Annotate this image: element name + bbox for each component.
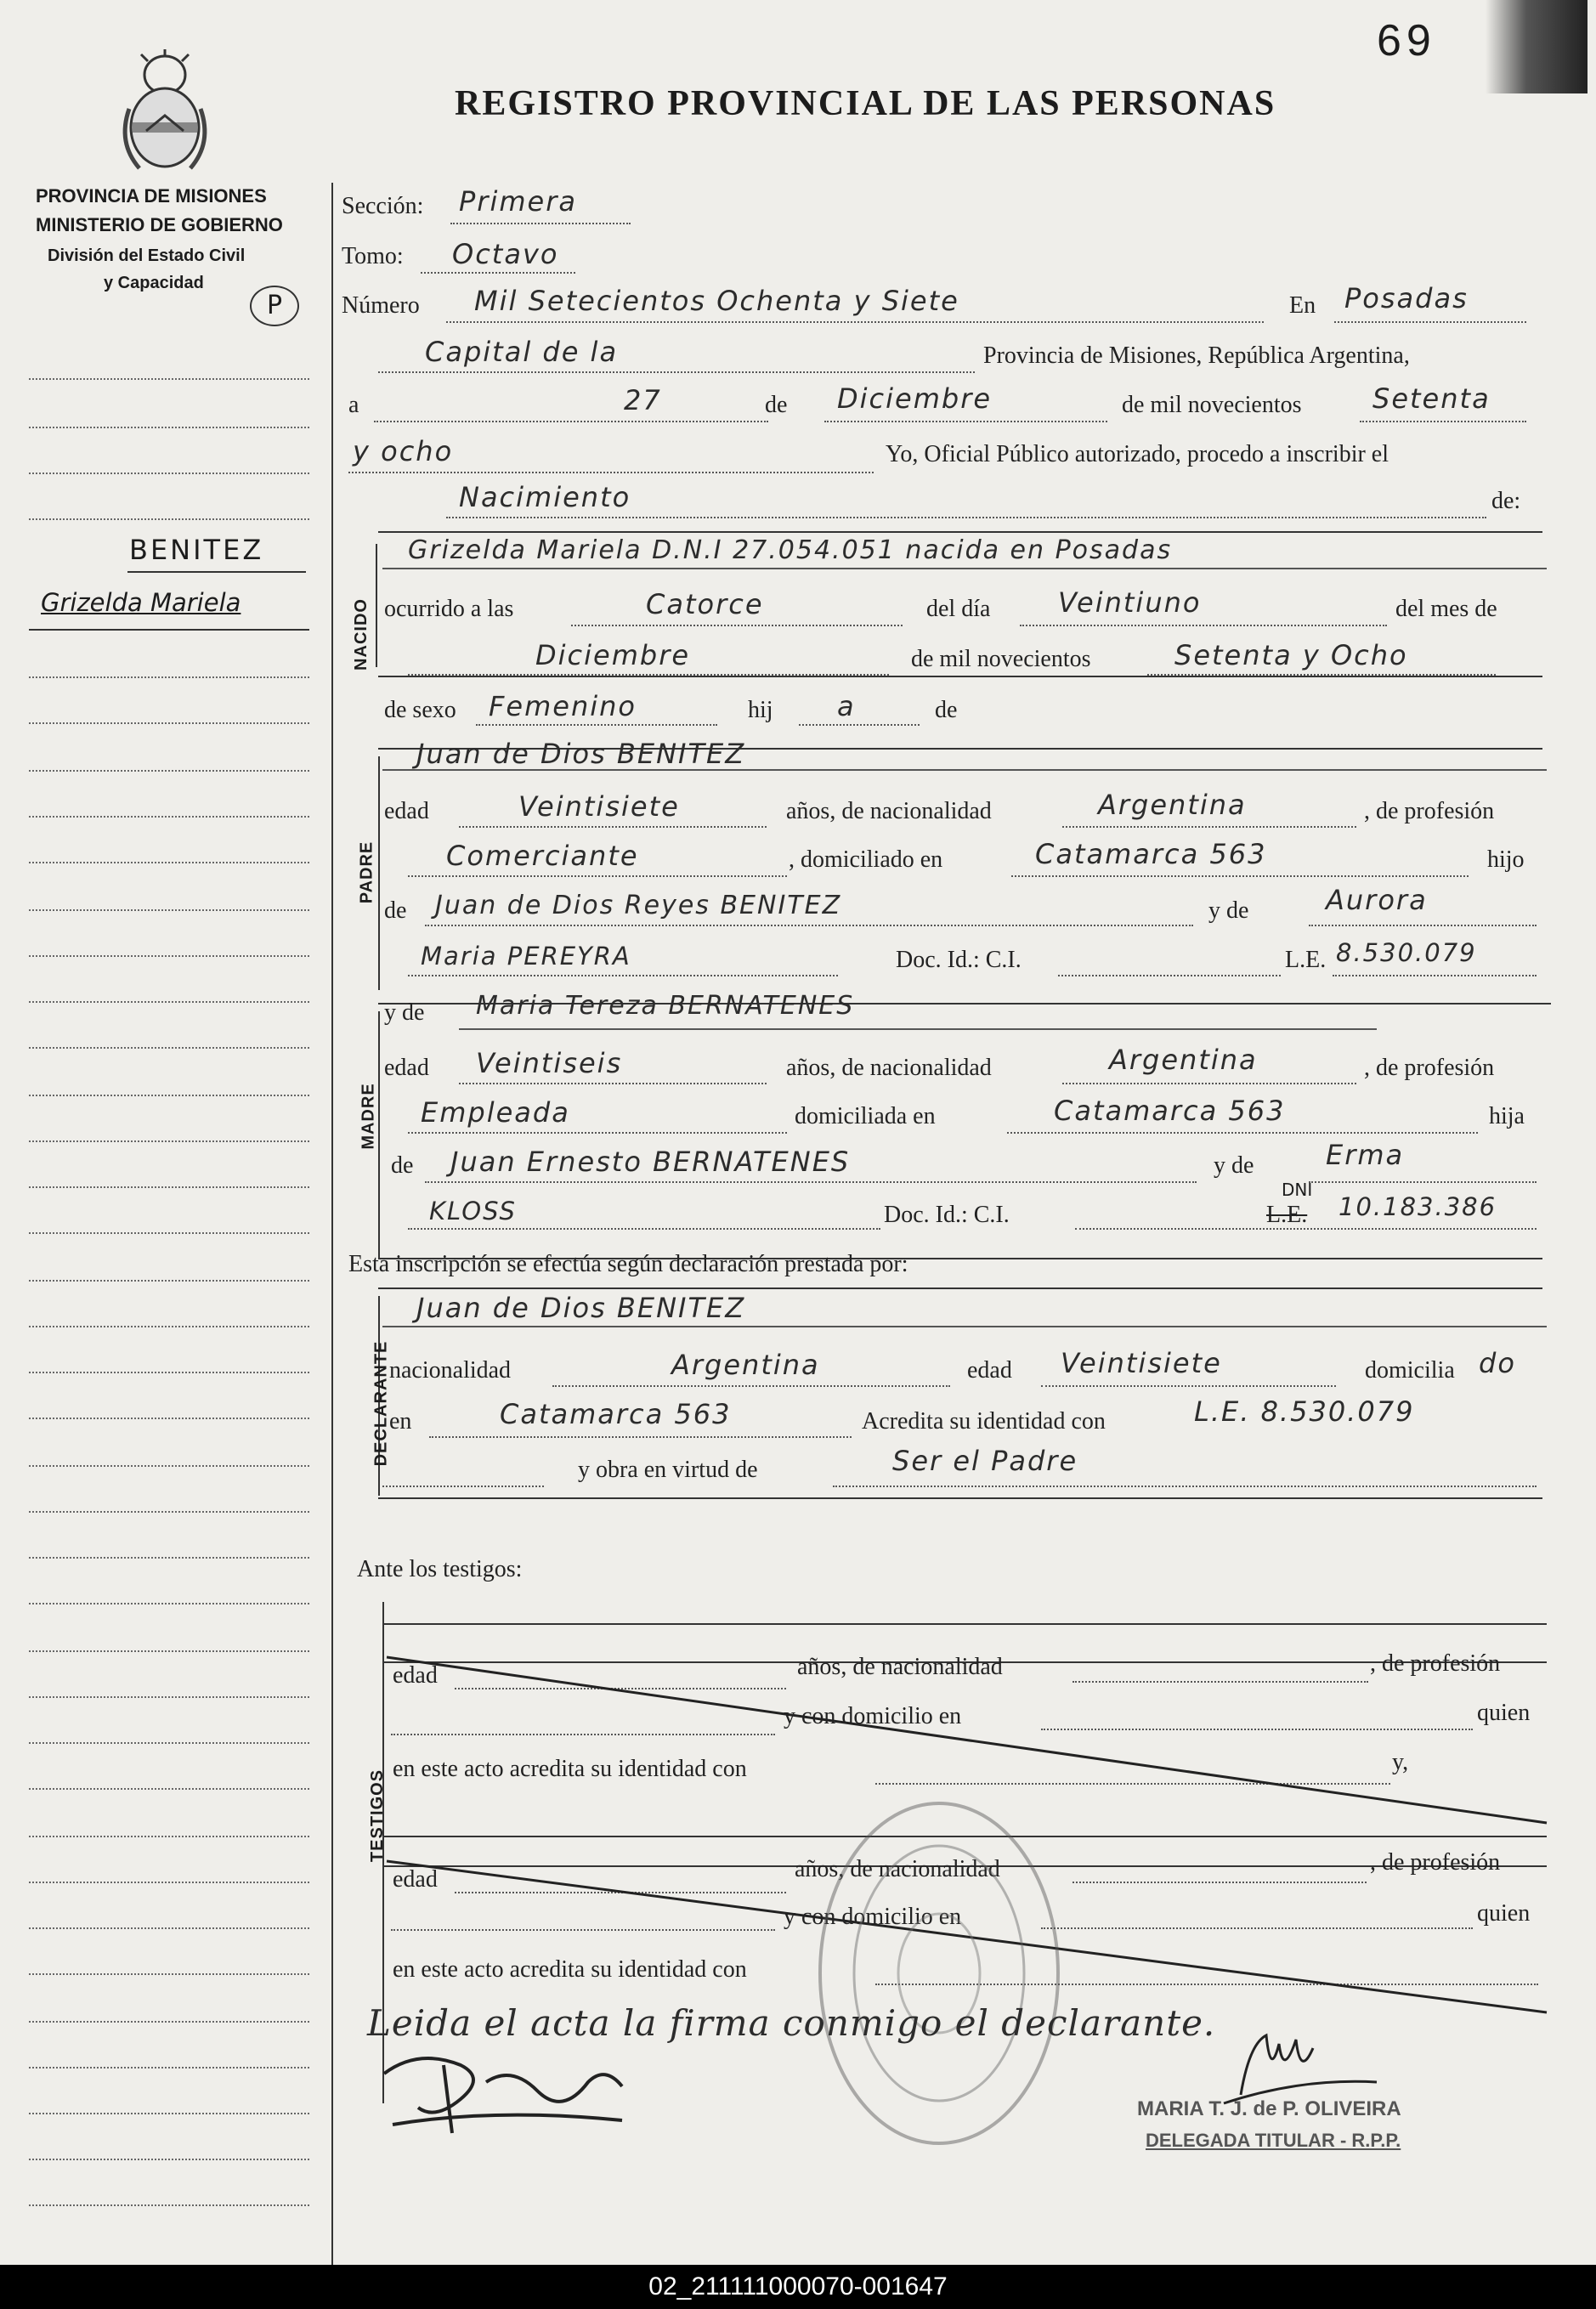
provincia-text: Provincia de Misiones, República Argentina, (983, 342, 1410, 369)
fecha-a-label: a (348, 392, 359, 418)
testigo2-nac-label: años, de nacionalidad (795, 1856, 1000, 1882)
del-dia-label: del día (926, 596, 991, 622)
padre-name-value: Juan de Dios BENITEZ (416, 738, 746, 770)
sexo-value: Femenino (489, 690, 637, 722)
madre-prof-label: , de profesión (1364, 1055, 1495, 1081)
madre-madre-value: Erma (1326, 1139, 1405, 1171)
official-name: MARIA T. J. de P. OLIVEIRA (1137, 2097, 1401, 2120)
tomo-value: Octavo (452, 238, 559, 270)
authority-line2: MINISTERIO DE GOBIERNO (36, 214, 283, 235)
acto-value: Nacimiento (459, 481, 631, 513)
madre-name-value: Maria Tereza BERNATENES (476, 991, 855, 1021)
padre-de-label: de (384, 897, 407, 924)
padre-le-value: 8.530.079 (1336, 938, 1477, 967)
padre-prof-value: Comerciante (446, 840, 639, 872)
authority-line4: y Capacidad (104, 274, 204, 292)
declarante-en-value: Catamarca 563 (500, 1398, 732, 1430)
madre-madre-value-2: KLOSS (429, 1197, 517, 1225)
padre-dom-value: Catamarca 563 (1035, 838, 1267, 870)
madre-dni-note: DNI (1282, 1180, 1313, 1200)
testigo2-acredita-label: en este acto acredita su identidad con (393, 1956, 747, 1983)
image-id-footer: 02_211111000070-001647 (0, 2265, 1596, 2309)
official-title: DELEGADA TITULAR - R.P.P. (1146, 2130, 1401, 2151)
madre-edad-label: edad (384, 1055, 429, 1081)
padre-nac-label: años, de nacionalidad (786, 798, 992, 824)
testigo1-prof-label: , de profesión (1370, 1650, 1501, 1677)
padre-y-de-label: y de (1208, 897, 1249, 924)
declarante-intro: Esta inscripción se efectúa según declaración prestada por: (348, 1251, 908, 1277)
tomo-label: Tomo: (342, 243, 404, 269)
official-seal-stamp (812, 1795, 1067, 2152)
oficial-text: Yo, Oficial Público autorizado, procedo a inscribir el (886, 441, 1389, 467)
madre-padre-value: Juan Ernesto BERNATENES (450, 1146, 851, 1178)
madre-dni-value: 10.183.386 (1338, 1192, 1497, 1221)
ocurrido-label: ocurrido a las (384, 596, 514, 622)
del-mes-label: del mes de (1395, 596, 1497, 622)
hijo-de-label: de (935, 697, 958, 723)
sexo-label: de sexo (384, 697, 456, 723)
testigo1-dom-label: y con domicilio en (784, 1703, 962, 1729)
madre-dom-label: domiciliada en (795, 1103, 936, 1129)
declarante-nac-value: Argentina (671, 1349, 820, 1381)
inscripcion-dia-value: 27 (624, 384, 662, 416)
inscripcion-anio-value: Setenta (1372, 382, 1491, 415)
hij-label: hij (748, 697, 773, 723)
padre-doc-label: Doc. Id.: C.I. (896, 947, 1022, 973)
page-number: 69 (1377, 16, 1436, 65)
padre-hijo-label: hijo (1487, 846, 1525, 873)
declarante-acredita-label: Acredita su identidad con (862, 1408, 1106, 1435)
declarante-section-label: DECLARANTE (371, 1340, 391, 1467)
hij-value: a (837, 690, 856, 722)
testigo1-nac-label: años, de nacionalidad (797, 1654, 1003, 1680)
nacido-anio-value: Setenta y Ocho (1174, 639, 1408, 671)
margin-surname: BENITEZ (129, 534, 264, 566)
madre-doc-label: Doc. Id.: C.I. (884, 1202, 1010, 1228)
declarante-name-value: Juan de Dios BENITEZ (416, 1292, 746, 1324)
nacido-hora-value: Catorce (646, 588, 764, 620)
nacido-section-label: NACIDO (351, 598, 371, 671)
margin-given-names: Grizelda Mariela (41, 588, 241, 617)
padre-edad-label: edad (384, 798, 429, 824)
inscripcion-anio-value-2: y ocho (353, 435, 454, 467)
en-label: En (1289, 292, 1316, 319)
declarante-obra-label: y obra en virtud de (578, 1457, 758, 1483)
inscripcion-mes-value: Diciembre (837, 382, 993, 415)
de-colon-label: de: (1491, 488, 1521, 514)
padre-prof-label: , de profesión (1364, 798, 1495, 824)
madre-nac-label: años, de nacionalidad (786, 1055, 992, 1081)
padre-madre-value-2: Maria PEREYRA (421, 942, 631, 971)
numero-label: Número (342, 292, 420, 319)
declarante-dom-label: domicilia (1365, 1357, 1455, 1384)
document-title: REGISTRO PROVINCIAL DE LAS PERSONAS (455, 84, 1276, 123)
testigo1-quien-label: quien (1477, 1700, 1531, 1726)
madre-dom-value: Catamarca 563 (1054, 1095, 1286, 1127)
testigos-section-label: TESTIGOS (368, 1769, 388, 1863)
padre-section-label: PADRE (357, 840, 376, 904)
nacido-mil-text: de mil novecientos (911, 646, 1091, 672)
testigos-intro: Ante los testigos: (357, 1556, 523, 1582)
padre-madre-value: Aurora (1326, 884, 1428, 916)
madre-le-struck-label: L.E. (1266, 1202, 1308, 1228)
madre-y-de-label: y de (384, 999, 425, 1026)
en-value: Posadas (1344, 282, 1469, 314)
authority-line3: División del Estado Civil (48, 246, 246, 265)
declarante-dom-suffix: do (1479, 1347, 1516, 1379)
testigo2-prof-label: , de profesión (1370, 1849, 1501, 1876)
fecha-de-label: de (765, 392, 788, 418)
madre-prof-value: Empleada (421, 1096, 570, 1129)
closing-note: Leida el acta la firma conmigo el declarante. (367, 2002, 1216, 2044)
mark-text: P (266, 291, 283, 320)
authority-line1: PROVINCIA DE MISIONES (36, 185, 267, 207)
declarante-obra-value: Ser el Padre (892, 1445, 1078, 1477)
seccion-label: Sección: (342, 193, 424, 219)
padre-edad-value: Veintisiete (518, 790, 680, 823)
madre-hija-label: hija (1489, 1103, 1525, 1129)
testigo1-y-label: y, (1392, 1749, 1409, 1775)
numero-value: Mil Setecientos Ochenta y Siete (474, 285, 959, 317)
padre-le-label: L.E. (1285, 947, 1327, 973)
declarante-edad-value: Veintisiete (1061, 1347, 1222, 1379)
declarante-nac-label: nacionalidad (389, 1357, 512, 1384)
nacido-dia-value: Veintiuno (1058, 586, 1202, 619)
madre-y-de2-label: y de (1214, 1152, 1254, 1179)
declarant-signature (367, 2040, 639, 2142)
testigo2-dom-label: y con domicilio en (784, 1904, 962, 1930)
declarante-en-label: en (389, 1408, 412, 1435)
madre-edad-value: Veintiseis (476, 1047, 623, 1079)
madre-section-label: MADRE (359, 1083, 378, 1150)
nacido-name-value: Grizelda Mariela D.N.I 27.054.051 nacida en Posadas (408, 535, 1173, 565)
madre-de-label: de (391, 1152, 414, 1179)
testigo2-quien-label: quien (1477, 1900, 1531, 1927)
padre-nac-value: Argentina (1098, 789, 1247, 821)
declarante-edad-label: edad (967, 1357, 1012, 1384)
declarante-acredita-value: L.E. 8.530.079 (1194, 1395, 1415, 1428)
ciudad-value: Capital de la (425, 336, 619, 368)
mil-novecientos-text: de mil novecientos (1122, 392, 1302, 418)
testigo2-edad-label: edad (393, 1866, 438, 1893)
testigo1-edad-label: edad (393, 1662, 438, 1689)
padre-padre-value: Juan de Dios Reyes BENITEZ (435, 891, 842, 920)
nacido-mes-value: Diciembre (535, 639, 691, 671)
madre-nac-value: Argentina (1109, 1044, 1258, 1076)
padre-dom-label: , domiciliado en (789, 846, 943, 873)
testigo1-acredita-label: en este acto acredita su identidad con (393, 1756, 747, 1782)
seccion-value: Primera (459, 185, 577, 218)
